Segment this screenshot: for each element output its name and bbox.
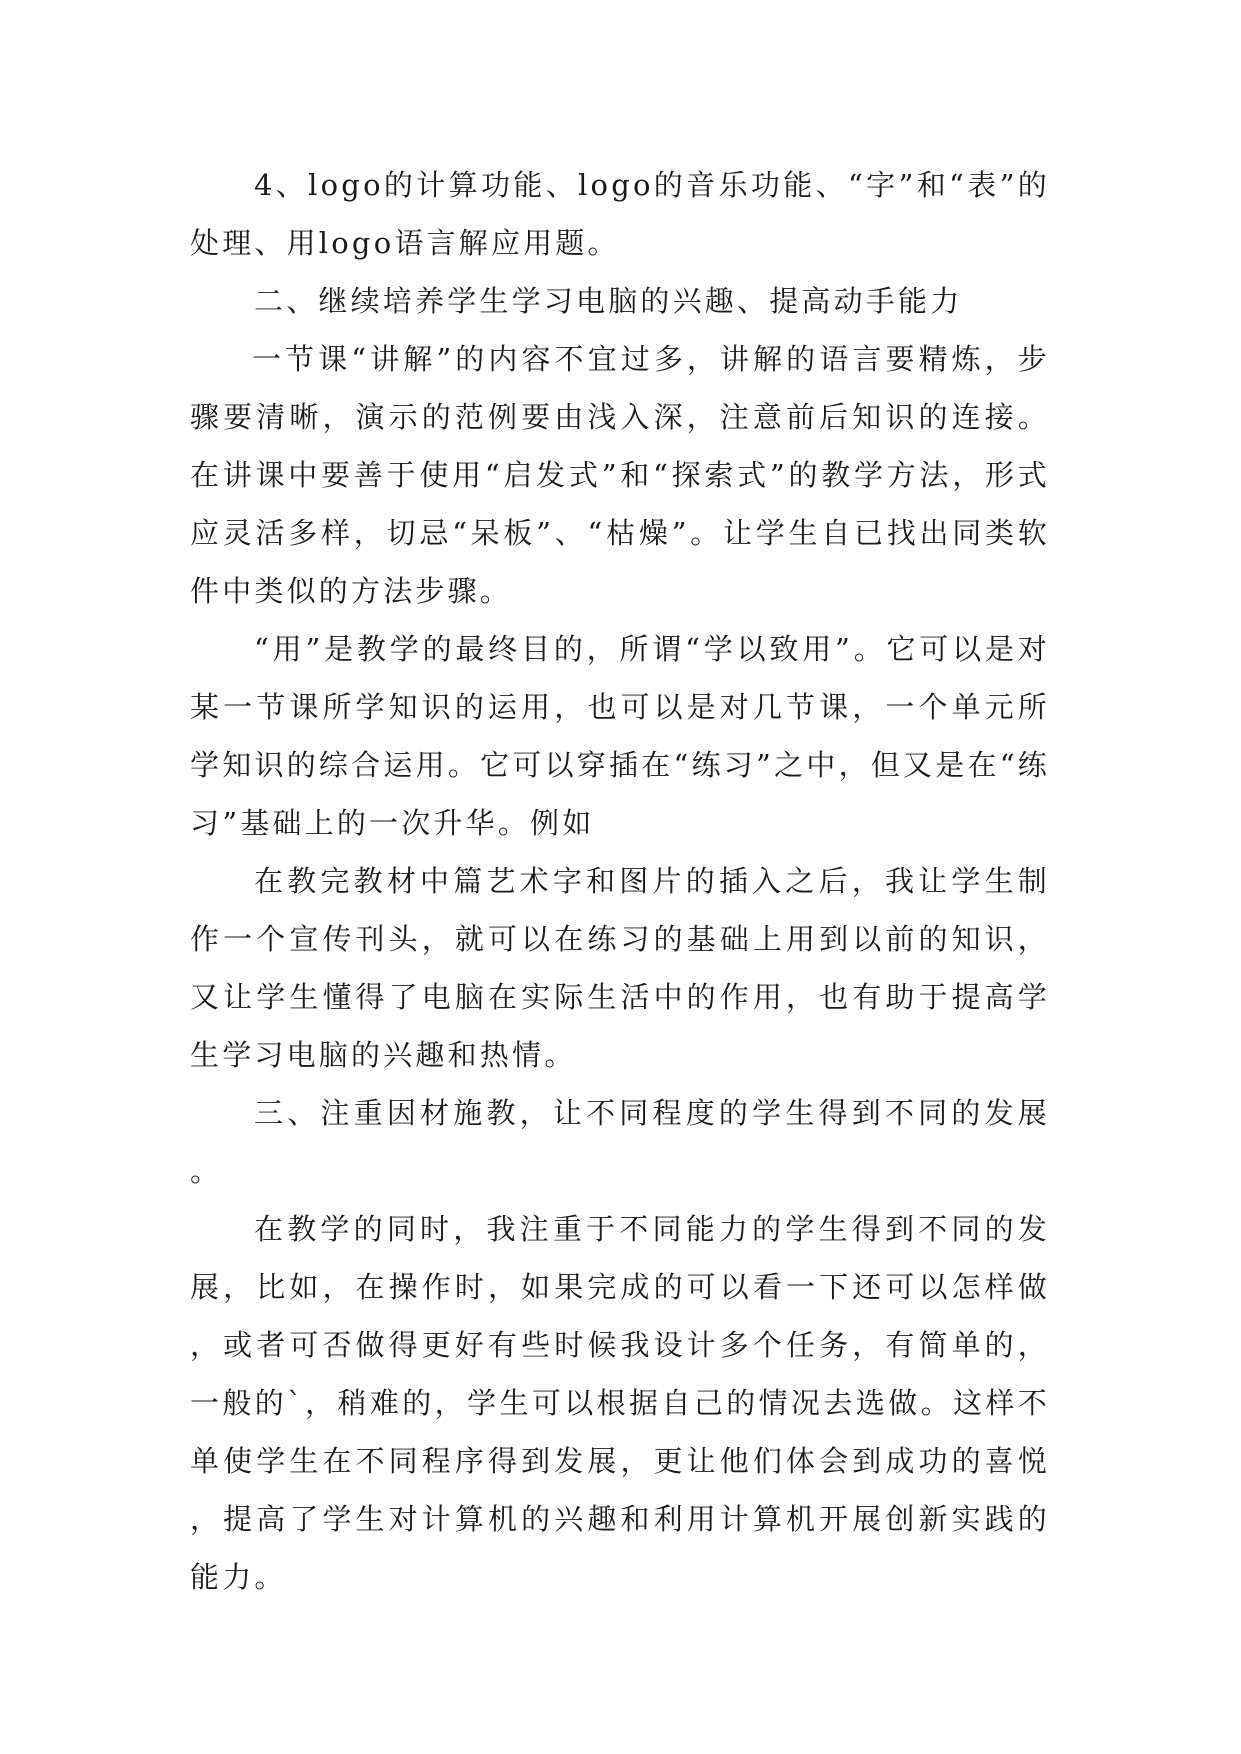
paragraph-application: “用”是教学的最终目的，所谓“学以致用”。它可以是对某一节课所学知识的运用，也可以是对几节课，一个单元所学知识的综合运用。它可以穿插在“练习”之中，但又是在“练习”基础上的一次升华。例如 xyxy=(190,632,1050,840)
paragraph-logo-functions: 4、logo的计算功能、logo的音乐功能、“字”和“表”的处理、用logo语言解应用题。 xyxy=(190,168,1050,260)
heading-section-two: 二、继续培养学生学习电脑的兴趣、提高动手能力 xyxy=(254,284,963,318)
paragraph-lecture-content: 一节课“讲解”的内容不宜过多，讲解的语言要精炼，步骤要清晰，演示的范例要由浅入深，注意前后知识的连接。在讲课中要善于使用“启发式”和“探索式”的教学方法，形式应灵活多样，切忌“呆板”、“枯燥”。让学生自已找出同类软件中类似的方法步骤。 xyxy=(190,342,1050,608)
paragraph-example: 在教完教材中篇艺术字和图片的插入之后，我让学生制作一个宣传刊头，就可以在练习的基础上用到以前的知识，又让学生懂得了电脑在实际生活中的作用，也有助于提高学生学习电脑的兴趣和热情。 xyxy=(190,864,1050,1072)
heading-section-three: 三、注重因材施教，让不同程度的学生得到不同的发展。 xyxy=(190,1096,1050,1188)
document-body xyxy=(190,156,1050,1606)
paragraph-differentiated-teaching: 在教学的同时，我注重于不同能力的学生得到不同的发展，比如，在操作时，如果完成的可以看一下还可以怎样做，或者可否做得更好有些时候我设计多个任务，有简单的，一般的`，稍难的，学生可以根据自己的情况去选做。这样不单使学生在不同程序得到发展，更让他们体会到成功的喜悦，提高了学生对计算机的兴趣和利用计算机开展创新实践的能力。 xyxy=(190,1212,1050,1594)
